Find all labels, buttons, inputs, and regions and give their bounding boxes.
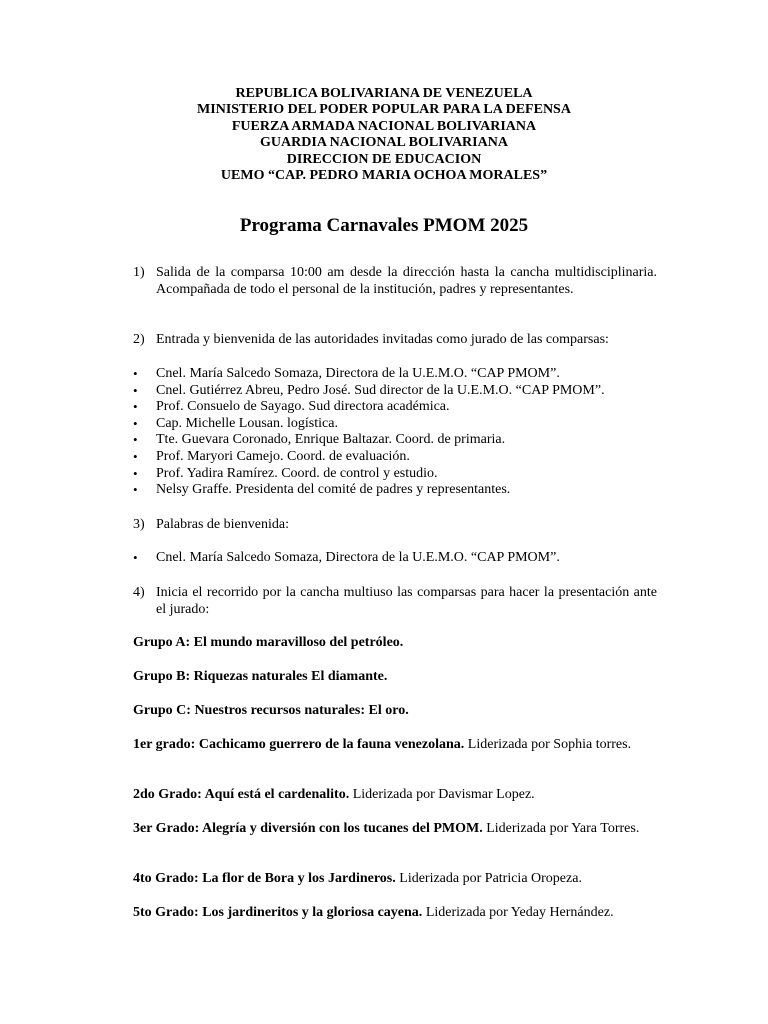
item-text: Inicia el recorrido por la cancha multiuso las comparsas para hacer la presentación ante el jurado: bbox=[156, 585, 657, 617]
header-line: DIRECCION DE EDUCACION bbox=[286, 151, 482, 167]
bullet-icon: • bbox=[133, 550, 138, 565]
program-item-2 bbox=[133, 332, 657, 349]
grade-5: 5to Grado: Los jardineritos y la gloriosa cayena. Liderizada por Yeday Hernández. bbox=[133, 905, 614, 920]
item-number: 4) bbox=[133, 585, 145, 600]
item-number: 1) bbox=[133, 265, 145, 280]
grade-2: 2do Grado: Aquí está el cardenalito. Liderizada por Davismar Lopez. bbox=[133, 787, 535, 802]
list-item: • Cnel. María Salcedo Somaza, Directora de la U.E.M.O. “CAP PMOM”. bbox=[133, 366, 560, 381]
bullet-icon: • bbox=[133, 366, 138, 381]
list-item: • Prof. Consuelo de Sayago. Sud directora académica. bbox=[133, 399, 450, 415]
header-line: MINISTERIO DEL PODER POPULAR PARA LA DEFENSA bbox=[197, 102, 571, 118]
list-item: • Prof. Yadira Ramírez. Coord. de control y estudio. bbox=[133, 465, 438, 481]
header-line: REPUBLICA BOLIVARIANA DE VENEZUELA bbox=[235, 86, 533, 101]
item-text: Entrada y bienvenida de las autoridades invitadas como jurado de las comparsas: bbox=[156, 332, 609, 347]
list-item: • Cap. Michelle Lousan. logística. bbox=[133, 415, 338, 431]
program-item-3 bbox=[133, 517, 657, 534]
item-number: 2) bbox=[133, 332, 145, 347]
list-item: • Prof. Maryori Camejo. Coord. de evaluación. bbox=[133, 448, 410, 464]
institution-header bbox=[0, 86, 768, 184]
item-text: Palabras de bienvenida: bbox=[156, 517, 289, 532]
grade-3: 3er Grado: Alegría y diversión con los tucanes del PMOM. Liderizada por Yara Torres. bbox=[133, 821, 640, 836]
header-line: FUERZA ARMADA NACIONAL BOLIVARIANA bbox=[231, 118, 537, 134]
jury-list bbox=[133, 366, 673, 499]
document-title: Programa Carnavales PMOM 2025 bbox=[239, 215, 529, 236]
header-line: UEMO “CAP. PEDRO MARIA OCHOA MORALES” bbox=[220, 168, 548, 184]
bullet-icon: • bbox=[133, 399, 138, 415]
group-a: Grupo A: El mundo maravilloso del petróleo. bbox=[133, 635, 404, 650]
list-item: • Tte. Guevara Coronado, Enrique Baltazar. Coord. de primaria. bbox=[133, 432, 506, 448]
bullet-icon: • bbox=[133, 382, 138, 398]
bullet-icon: • bbox=[133, 482, 138, 498]
item-number: 3) bbox=[133, 517, 145, 532]
header-line: GUARDIA NACIONAL BOLIVARIANA bbox=[260, 135, 508, 151]
grade-4: 4to Grado: La flor de Bora y los Jardineros. Liderizada por Patricia Oropeza. bbox=[133, 871, 582, 886]
item-text: Salida de la comparsa 10:00 am desde la dirección hasta la cancha multidisciplinaria. Acompañada de todo el personal de la institución, padres y representantes. bbox=[156, 265, 657, 297]
bullet-icon: • bbox=[133, 415, 138, 431]
program-item-4 bbox=[133, 585, 657, 618]
program-item-1 bbox=[133, 265, 657, 298]
list-item: • Nelsy Graffe. Presidenta del comité de padres y representantes. bbox=[133, 482, 511, 498]
grade-1: 1er grado: Cachicamo guerrero de la fauna venezolana. Liderizada por Sophia torres. bbox=[133, 737, 632, 752]
group-b: Grupo B: Riquezas naturales El diamante. bbox=[133, 669, 388, 684]
list-item: • Cnel. María Salcedo Somaza, Directora de la U.E.M.O. “CAP PMOM”. bbox=[133, 550, 560, 565]
welcome-list bbox=[133, 550, 673, 567]
bullet-icon: • bbox=[133, 432, 138, 448]
bullet-icon: • bbox=[133, 448, 138, 464]
list-item: • Cnel. Gutiérrez Abreu, Pedro José. Sud director de la U.E.M.O. “CAP PMOM”. bbox=[133, 382, 605, 398]
bullet-icon: • bbox=[133, 465, 138, 481]
group-c: Grupo C: Nuestros recursos naturales: El oro. bbox=[133, 703, 409, 718]
